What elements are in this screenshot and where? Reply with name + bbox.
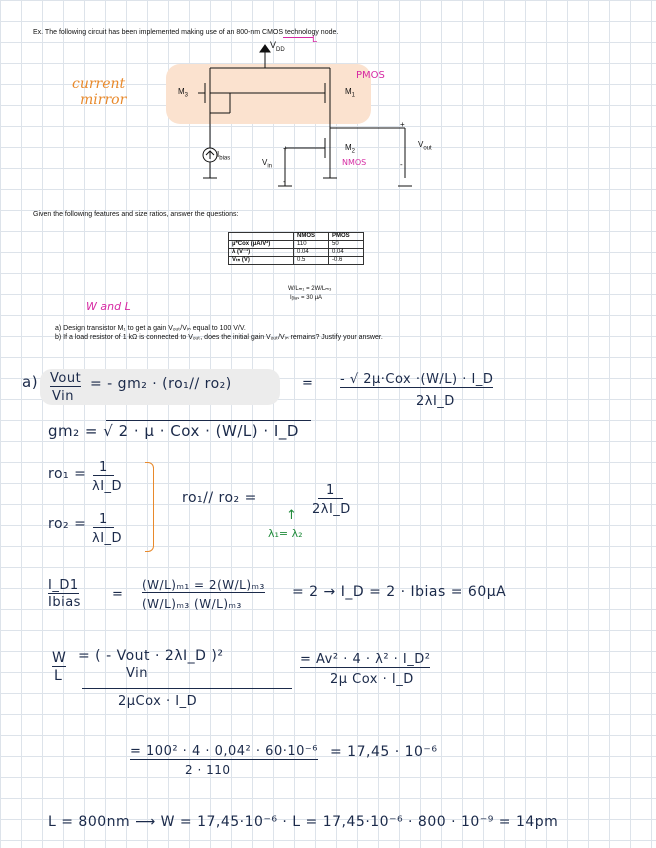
nmos-annotation: NMOS xyxy=(342,158,367,167)
ro2-denominator: λI_D xyxy=(92,531,123,546)
gain-equals: = xyxy=(302,376,314,391)
vout-label: $V_{out}$ xyxy=(418,140,432,152)
current-mirror-label-2: mirror xyxy=(80,92,127,108)
wl-ratio-numerator: (W/L)ₘ₁ = 2(W/L)ₘ₃ xyxy=(142,578,265,592)
gain-expression: = - gm₂ · (ro₁// ro₂) xyxy=(90,376,232,392)
wl-formula-rhs-numerator: = Av² · 4 · λ² · I_D² xyxy=(300,652,431,667)
gm-formula: gm₂ = √ 2 · µ · Cox · (W/L) · I_D xyxy=(48,422,299,440)
table-cell: -0.6 xyxy=(329,257,364,265)
gm-sqrt-bar xyxy=(106,420,311,421)
wl-formula-denominator: 2µCox · I_D xyxy=(118,694,198,709)
lambda-equality: λ₁= λ₂ xyxy=(268,527,303,540)
ro2-label: ro₂ = xyxy=(48,516,87,532)
table-row xyxy=(229,249,364,257)
wl-ratio-denominator: (W/L)ₘ₃ (W/L)ₘ₃ xyxy=(142,597,242,611)
ro1-label: ro₁ = xyxy=(48,466,87,482)
table-header-cell xyxy=(229,233,294,241)
ratio-line-2: Iᵦᵢₐₛ = 30 µA xyxy=(290,295,323,301)
vin-label: $V_{in}$ xyxy=(262,158,273,170)
ro-parallel-numerator: 1 xyxy=(318,483,343,499)
vdd-arrow xyxy=(260,45,270,52)
wl-formula-rhs-denominator: 2µ Cox · I_D xyxy=(330,672,414,687)
id-ratio-numerator: I_D1 xyxy=(48,578,79,593)
l-annotation: L xyxy=(312,35,318,45)
table-row xyxy=(229,241,364,249)
vin-plus: + xyxy=(283,144,288,153)
vdd-label: $V_{DD}$ xyxy=(270,40,285,53)
given-text: Given the following features and size ratios, answer the questions: xyxy=(33,211,239,218)
question-b: b) If a load resistor of 1 kΩ is connected to Vₒᵤₜ, does the initial gain Vₒᵤₜ/Vᵢₙ remains? Justify your answer. xyxy=(55,334,383,341)
table-cell: 0.04 xyxy=(329,249,364,257)
ro-parallel-denominator: 2λI_D xyxy=(312,502,351,517)
numeric-calc-numerator: = 100² · 4 · 0,04² · 60·10⁻⁶ xyxy=(130,744,318,759)
gain-numerator: Vout xyxy=(50,371,82,386)
table-cell: 110 xyxy=(294,241,329,249)
numeric-calc-denominator: 2 · 110 xyxy=(185,763,231,777)
vout-plus: + xyxy=(400,120,405,129)
table-header-row xyxy=(229,233,364,241)
ro-parallel: ro₁// ro₂ = xyxy=(182,490,257,506)
question-a: a) Design transistor M₁ to get a gain Vₒᵤₜ/Vᵢₙ equal to 100 V/V. xyxy=(55,325,246,332)
ro1-numerator: 1 xyxy=(93,460,114,476)
wl-formula: = ( - Vout · 2λI_D )² xyxy=(78,648,224,664)
numeric-calc-result: = 17,45 · 10⁻⁶ xyxy=(330,744,438,760)
m2-label: $M_2$ xyxy=(345,143,356,155)
gain-result-numerator: - √ 2µ·Cox ·(W/L) · I_D xyxy=(340,372,494,387)
problem-intro: Ex. The following circuit has been implemented making use of an 800-nm CMOS technology node. xyxy=(33,29,339,36)
gain-denominator: Vin xyxy=(52,389,74,404)
ro1-denominator: λI_D xyxy=(92,479,123,494)
table-header-cell: PMOS xyxy=(329,233,364,241)
pmos-annotation: PMOS xyxy=(356,70,385,81)
table-row xyxy=(229,257,364,265)
vout-minus: - xyxy=(400,160,403,169)
table-cell: Vₜₙ (V) xyxy=(229,257,294,265)
table-cell: 0.04 xyxy=(294,249,329,257)
vin-minus: - xyxy=(283,177,286,186)
wl-formula-bar xyxy=(82,688,292,689)
wl-label-numerator: W xyxy=(52,650,67,666)
bias-arrow xyxy=(206,151,214,159)
m3-label: $M_3$ xyxy=(178,87,189,99)
wl-label-denominator: L xyxy=(54,668,63,684)
ro2-numerator: 1 xyxy=(93,512,114,528)
id-ratio-equals: = xyxy=(112,587,124,602)
ratio-line-1: W/Lₘ₁ = 2W/Lₘ₃ xyxy=(288,286,332,292)
table-cell: µ*Cox (µA/V²) xyxy=(229,241,294,249)
id-ratio-denominator: Ibias xyxy=(48,595,81,610)
m1-label: $M_1$ xyxy=(345,87,356,99)
table-header-cell: NMOS xyxy=(294,233,329,241)
solution-a-label: a) xyxy=(22,373,39,391)
final-result-line: L = 800nm ⟶ W = 17,45·10⁻⁶ · L = 17,45·10⁻⁶ · 800 · 10⁻⁹ = 14pm xyxy=(48,814,559,830)
table-cell: 0.5 xyxy=(294,257,329,265)
lambda-arrow: ↑ xyxy=(286,508,297,523)
wl-formula-vin: Vin xyxy=(126,666,148,681)
id-result: = 2 → I_D = 2 · Ibias = 60µA xyxy=(292,584,507,600)
circuit-diagram xyxy=(150,38,450,198)
current-mirror-label-1: current xyxy=(72,76,126,92)
ro-bracket xyxy=(145,462,154,552)
table-cell: λ (V⁻¹) xyxy=(229,249,294,257)
gain-result-denominator: 2λI_D xyxy=(416,394,455,409)
ibias-label: $I_{bias}$ xyxy=(217,150,231,162)
w-and-l-annotation: W and L xyxy=(86,300,131,313)
parameter-table xyxy=(228,232,364,265)
table-cell: 50 xyxy=(329,241,364,249)
